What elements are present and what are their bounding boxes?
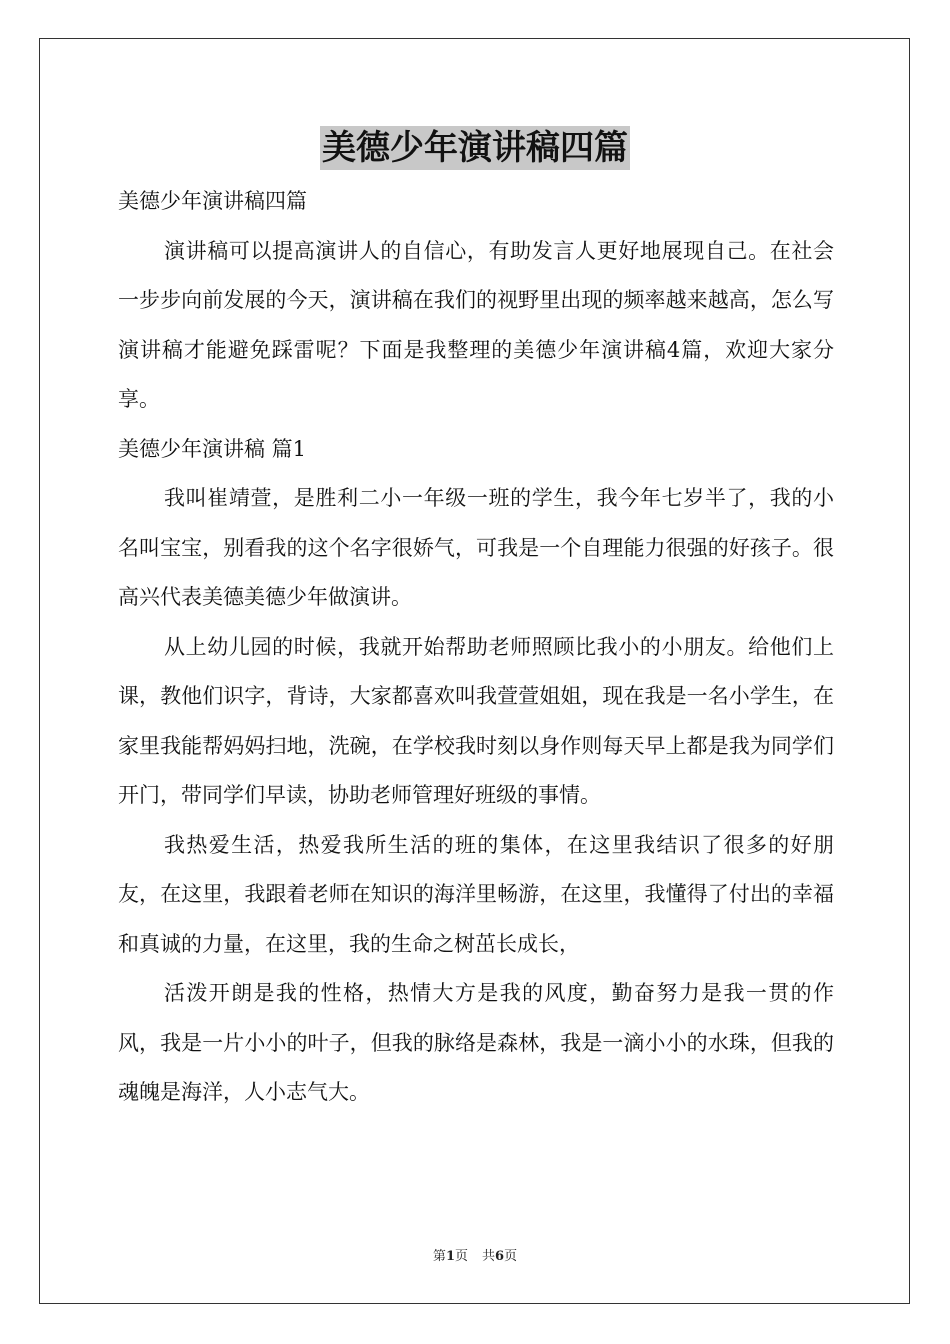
body-paragraph: 我叫崔靖萱，是胜利二小一年级一班的学生，我今年七岁半了，我的小名叫宝宝，别看我的这个名字很娇气，可我是一个自理能力很强的好孩子。很高兴代表美德美德少年做演讲。 (118, 486, 834, 609)
total-suffix: 页 (504, 1249, 518, 1264)
page-prefix: 第 (432, 1249, 446, 1264)
title-container (0, 126, 950, 170)
body-paragraph: 活泼开朗是我的性格，热情大方是我的风度，勤奋努力是我一贯的作风，我是一片小小的叶子，但我的脉络是森林，我是一滴小小的水珠，但我的魂魄是海洋，人小志气大。 (118, 981, 834, 1104)
document-title: 美德少年演讲稿四篇 (322, 128, 628, 168)
body-paragraph: 我热爱生活，热爱我所生活的班的集体，在这里我结识了很多的好朋友，在这里，我跟着老师在知识的海洋里畅游，在这里，我懂得了付出的幸福和真诚的力量，在这里，我的生命之树茁长成长， (118, 832, 834, 956)
page-total: 6 (495, 1249, 505, 1264)
total-prefix: 共 (482, 1249, 496, 1264)
section-heading: 美德少年演讲稿 篇1 (118, 436, 307, 461)
page-current: 1 (445, 1249, 455, 1264)
section-heading: 美德少年演讲稿四篇 (118, 189, 307, 213)
document-body (118, 177, 834, 1118)
body-paragraph: 演讲稿可以提高演讲人的自信心，有助发言人更好地展现自己。在社会一步步向前发展的今天，演讲稿在我们的视野里出现的频率越来越高，怎么写演讲稿才能避免踩雷呢？下面是我整理的美德少年演讲稿4篇，欢迎大家分享。 (118, 238, 834, 411)
body-paragraph: 从上幼儿园的时候，我就开始帮助老师照顾比我小的小朋友。给他们上课，教他们识字，背诗，大家都喜欢叫我萱萱姐姐，现在我是一名小学生，在家里我能帮妈妈扫地，洗碗，在学校我时刻以身作则每天早上都是我为同学们开门，带同学们早读，协助老师管理好班级的事情。 (118, 634, 834, 807)
page-footer (0, 1245, 950, 1264)
page-suffix: 页 (454, 1249, 468, 1264)
